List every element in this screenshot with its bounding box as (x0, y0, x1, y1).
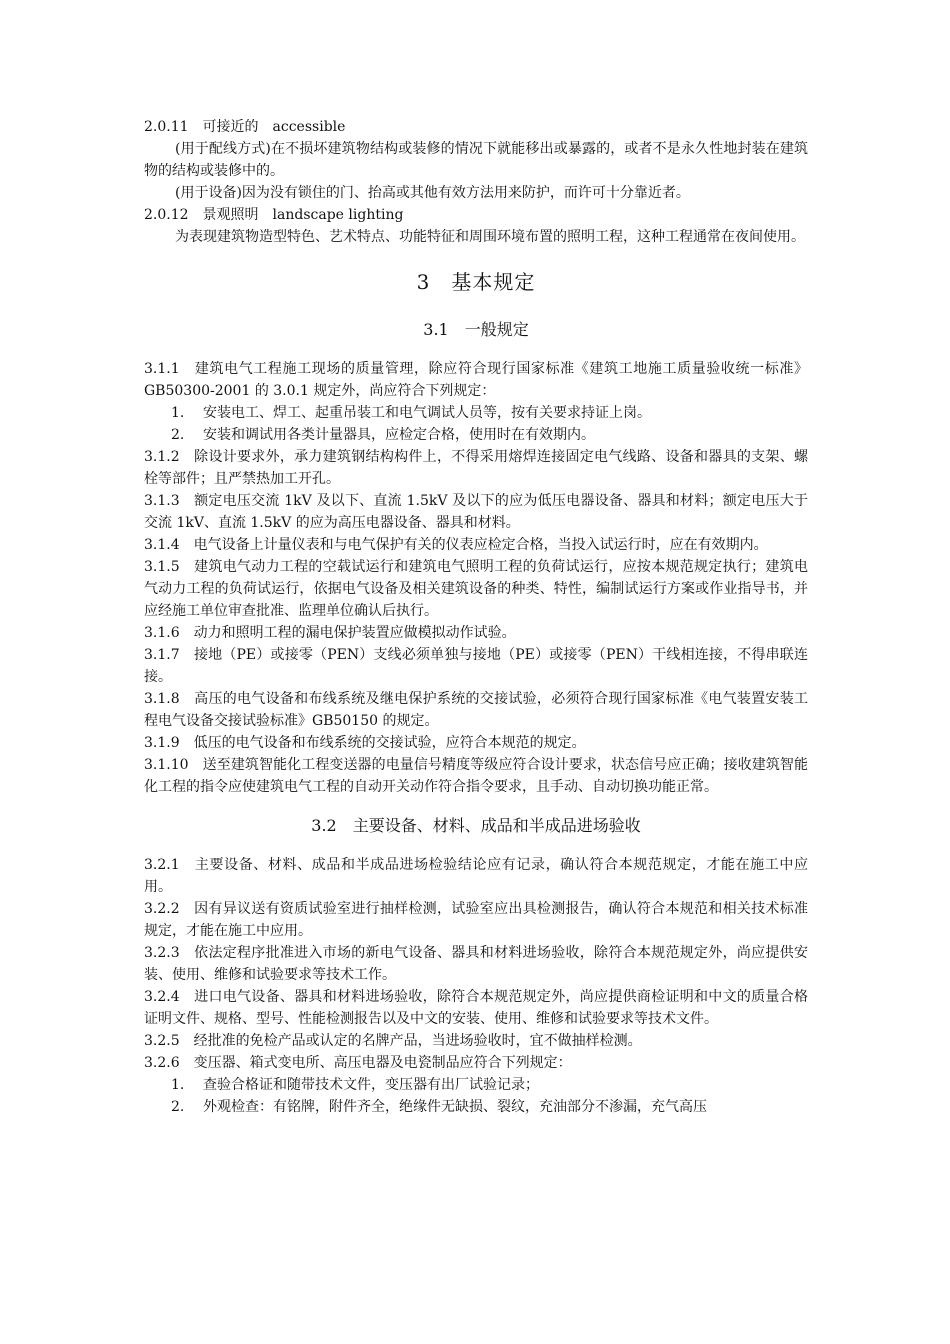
clause-3-2-1: 3.2.1 主要设备、材料、成品和半成品进场检验结论应有记录，确认符合本规范规定，才能在施工中应用。 (144, 857, 808, 895)
clause-3-2-4: 3.2.4 进口电气设备、器具和材料进场验收，除符合本规范规定外，尚应提供商检证明和中文的质量合格证明文件、规格、型号、性能检测报告以及中文的安装、使用、维修和试验要求等技术文件。 (144, 989, 808, 1027)
list-item-number: 1. (171, 405, 185, 421)
chapter-3-title: 3 基本规定 (416, 270, 536, 294)
list-item-number: 2. (171, 1099, 185, 1115)
clause-2-0-11-equipment: (用于设备)因为没有锁住的门、抬高或其他有效方法用来防护，而许可十分靠近者。 (175, 185, 690, 201)
clause-3-2-2: 3.2.2 因有异议送有资质试验室进行抽样检测，试验室应出具检测报告，确认符合本规范和相关技术标准规定，才能在施工中应用。 (144, 901, 808, 939)
list-item (144, 424, 808, 446)
list-item-text: 外观检查：有铭牌，附件齐全，绝缘件无缺损、裂纹，充油部分不渗漏，充气高压 (203, 1099, 707, 1115)
list-item-number: 2. (171, 427, 185, 443)
clause-3-1-3: 3.1.3 额定电压交流 1kV 及以下、直流 1.5kV 及以下的应为低压电器设备、器具和材料；额定电压大于交流 1kV、直流 1.5kV 的应为高压电器设备、器具和材料。 (144, 493, 808, 531)
clause-3-1-2: 3.1.2 除设计要求外，承力建筑钢结构构件上，不得采用熔焊连接固定电气线路、设备和器具的支架、螺栓等部件；且严禁热加工开孔。 (144, 449, 808, 487)
list-item (144, 402, 808, 424)
section-3-1-title: 3.1 一般规定 (423, 320, 529, 339)
clause-3-2-3: 3.2.3 依法定程序批准进入市场的新电气设备、器具和材料进场验收，除符合本规范规定外，尚应提供安装、使用、维修和试验要求等技术工作。 (144, 945, 808, 983)
clause-3-1-8: 3.1.8 高压的电气设备和布线系统及继电保护系统的交接试验，必须符合现行国家标准《电气装置安装工程电气设备交接试验标准》GB50150 的规定。 (144, 691, 808, 729)
clause-3-1-7: 3.1.7 接地（PE）或接零（PEN）支线必须单独与接地（PE）或接零（PEN）干线相连接，不得串联连接。 (144, 647, 808, 685)
list-item-text: 查验合格证和随带技术文件，变压器有出厂试验记录； (203, 1077, 539, 1093)
clause-2-0-12-heading: 2.0.12 景观照明 landscape lighting (144, 207, 404, 223)
clause-3-1-5: 3.1.5 建筑电气动力工程的空载试运行和建筑电气照明工程的负荷试运行，应按本规范规定执行；建筑电气动力工程的负荷试运行，依据电气设备及相关建筑设备的种类、特性，编制试运行方案或作业指导书，并应经施工单位审查批准、监理单位确认后执行。 (144, 559, 808, 619)
list-item (144, 1096, 808, 1118)
list-item (144, 1074, 808, 1096)
clause-2-0-12-body: 为表现建筑物造型特色、艺术特点、功能特征和周围环境布置的照明工程，这种工程通常在夜间使用。 (175, 229, 805, 245)
clause-3-2-5: 3.2.5 经批准的免检产品或认定的名牌产品，当进场验收时，宜不做抽样检测。 (144, 1033, 642, 1049)
clause-3-1-4: 3.1.4 电气设备上计量仪表和与电气保护有关的仪表应检定合格，当投入试运行时，应在有效期内。 (144, 537, 768, 553)
clause-3-1-9: 3.1.9 低压的电气设备和布线系统的交接试验，应符合本规范的规定。 (144, 735, 586, 751)
clause-3-1-6: 3.1.6 动力和照明工程的漏电保护装置应做模拟动作试验。 (144, 625, 516, 641)
section-3-2-title: 3.2 主要设备、材料、成品和半成品进场验收 (311, 816, 641, 835)
clause-3-1-1: 3.1.1 建筑电气工程施工现场的质量管理，除应符合现行国家标准《建筑工地施工质量验收统一标准》GB50300-2001 的 3.0.1 规定外，尚应符合下列规定： (144, 361, 808, 399)
clause-2-0-11-wiring: (用于配线方式)在不损坏建筑物结构或装修的情况下就能移出或暴露的，或者不是永久性地封装在建筑物的结构或装修中的。 (144, 141, 808, 179)
clause-3-1-10: 3.1.10 送至建筑智能化工程变送器的电量信号精度等级应符合设计要求，状态信号应正确；接收建筑智能化工程的指令应使建筑电气工程的自动开关动作符合指令要求，且手动、自动切换功能正常。 (144, 757, 808, 795)
document-page (144, 116, 808, 1118)
list-item-text: 安装和调试用各类计量器具，应检定合格，使用时在有效期内。 (203, 427, 595, 443)
list-item-number: 1. (171, 1077, 185, 1093)
clause-3-2-6: 3.2.6 变压器、箱式变电所、高压电器及电瓷制品应符合下列规定： (144, 1055, 572, 1071)
clause-2-0-11-heading: 2.0.11 可接近的 accessible (144, 119, 346, 135)
list-item-text: 安装电工、焊工、起重吊装工和电气调试人员等，按有关要求持证上岗。 (203, 405, 651, 421)
